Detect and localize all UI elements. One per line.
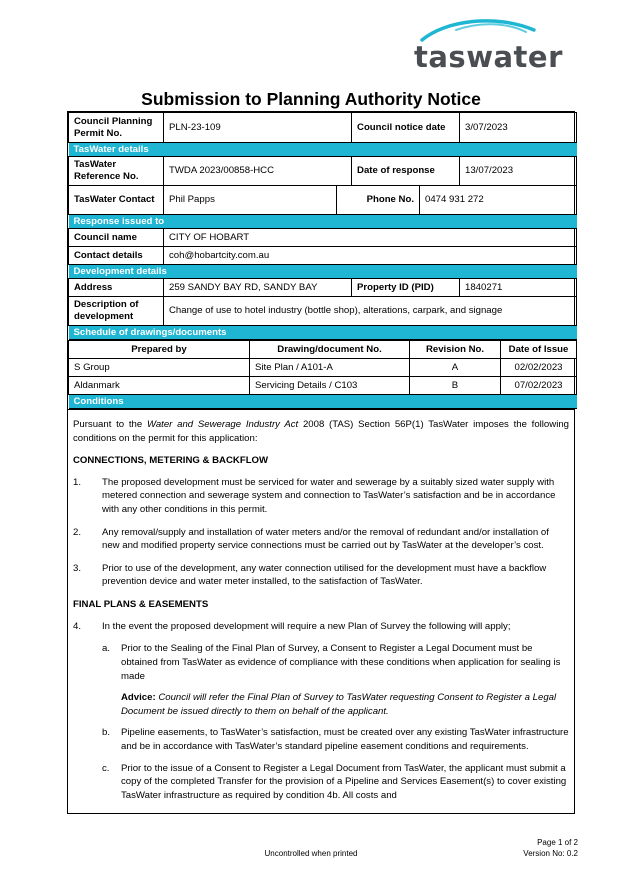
logo-wordmark: taswater — [414, 40, 563, 74]
contact-label: TasWater Contact — [69, 186, 164, 215]
response-date-value: 13/07/2023 — [460, 157, 577, 186]
sub-item-b: b. Pipeline easements, to TasWater’s satisfaction, must be created over any existing TasWater infrastructure and be in accordance with TasWater’s standard pipeline easement conditions and requirements. — [102, 727, 569, 752]
list-item: 4. In the event the proposed development will require a new Plan of Survey the following will apply; — [73, 620, 511, 632]
section-heading-plans: FINAL PLANS & EASEMENTS — [73, 599, 209, 611]
pid-value: 1840271 — [460, 279, 577, 297]
schedule-header-revision: Revision No. — [410, 341, 501, 359]
conditions-intro: Pursuant to the Water and Sewerage Industry Act 2008 (TAS) Section 56P(1) TasWater imposes the following conditions on the permit for this application: — [73, 419, 569, 444]
section-bar-schedule: Schedule of drawings/documents — [69, 326, 577, 340]
reference-row — [69, 157, 577, 186]
description-label: Description of development — [69, 297, 164, 326]
notice-date-value: 3/07/2023 — [460, 113, 577, 143]
schedule-cell: S Group — [69, 359, 250, 377]
schedule-cell: 02/02/2023 — [501, 359, 577, 377]
schedule-header-prepared: Prepared by — [69, 341, 250, 359]
phone-value: 0474 931 272 — [420, 186, 577, 215]
footer-uncontrolled: Uncontrolled when printed — [264, 849, 358, 858]
council-value: CITY OF HOBART — [164, 229, 577, 247]
list-item: 1. The proposed development must be serviced for water and sewerage by a suitably sized water supply with metered connection and sewerage system and connection to TasWater’s satisfaction and be in accordance with any other conditions in this permit. — [73, 476, 556, 516]
section-heading-connections: CONNECTIONS, METERING & BACKFLOW — [73, 455, 269, 467]
council-contact-row — [69, 247, 577, 265]
advice-note: Advice: Council will refer the Final Plan of Survey to TasWater requesting Consent to Register a Legal Document be issued directly to them on behalf of the applicant. — [121, 692, 557, 717]
section-bar-conditions: Conditions — [69, 395, 577, 409]
taswater-logo — [412, 18, 563, 74]
permit-row — [69, 113, 577, 143]
section-bar-response: Response issued to — [69, 215, 577, 229]
council-contact-label: Contact details — [69, 247, 164, 265]
list-item: 2. Any removal/supply and installation of water meters and/or the removal of redundant and/or installation of new and modified property service connections must be carried out by TasWater at the developer’s cost. — [73, 526, 549, 552]
schedule-header-date: Date of Issue — [501, 341, 577, 359]
reference-value: TWDA 2023/00858-HCC — [164, 157, 352, 186]
contact-value: Phil Papps — [164, 186, 337, 215]
address-label: Address — [69, 279, 164, 297]
council-label: Council name — [69, 229, 164, 247]
description-row — [69, 297, 577, 326]
response-date-label: Date of response — [352, 157, 460, 186]
sub-item-c: c. Prior to the issue of a Consent to Register a Legal Document from TasWater, the applicant must submit a copy of the completed Transfer for the provision of a Pipeline and Services Easement(s) to cover existing TasWater infrastructure as required by condition 4b. All costs and — [102, 762, 567, 801]
schedule-table — [68, 340, 577, 409]
schedule-cell: B — [410, 377, 501, 395]
notice-date-label: Council notice date — [352, 113, 460, 143]
council-row — [69, 229, 577, 247]
address-value: 259 SANDY BAY RD, SANDY BAY — [164, 279, 352, 297]
schedule-cell: A — [410, 359, 501, 377]
schedule-cell: Aldanmark — [69, 377, 250, 395]
council-contact-value: coh@hobartcity.com.au — [164, 247, 577, 265]
address-row — [69, 279, 577, 297]
page-number: Page 1 of 2 — [537, 838, 578, 847]
schedule-cell: 07/02/2023 — [501, 377, 577, 395]
reference-label: TasWater Reference No. — [69, 157, 164, 186]
schedule-header-row — [69, 341, 577, 359]
schedule-cell: Site Plan / A101-A — [250, 359, 410, 377]
schedule-cell: Servicing Details / C103 — [250, 377, 410, 395]
phone-label: Phone No. — [337, 186, 420, 215]
schedule-header-drawing: Drawing/document No. — [250, 341, 410, 359]
permit-label: Council Planning Permit No. — [69, 113, 164, 143]
list-item: 3. Prior to use of the development, any water connection utilised for the development must have a backflow prevention device and water meter installed, to the satisfaction of TasWater. — [73, 562, 547, 588]
description-value: Change of use to hotel industry (bottle shop), alterations, carpark, and signage — [164, 297, 577, 326]
notice-form — [67, 111, 575, 814]
table-row — [69, 377, 577, 395]
version-number: Version No: 0.2 — [523, 848, 578, 858]
table-row — [69, 359, 577, 377]
permit-value: PLN-23-109 — [164, 113, 352, 143]
page-title: Submission to Planning Authority Notice — [141, 89, 481, 109]
sub-item-a: a. Prior to the Sealing of the Final Plan of Survey, a Consent to Register a Legal Document must be obtained from TasWater as evidence of compliance with these conditions when application for sealing is made — [102, 643, 561, 682]
section-bar-taswater: TasWater details — [69, 143, 577, 157]
conditions-body — [68, 409, 574, 813]
section-bar-development: Development details — [69, 265, 577, 279]
details-table — [68, 112, 577, 340]
contact-row — [69, 186, 577, 215]
pid-label: Property ID (PID) — [352, 279, 460, 297]
